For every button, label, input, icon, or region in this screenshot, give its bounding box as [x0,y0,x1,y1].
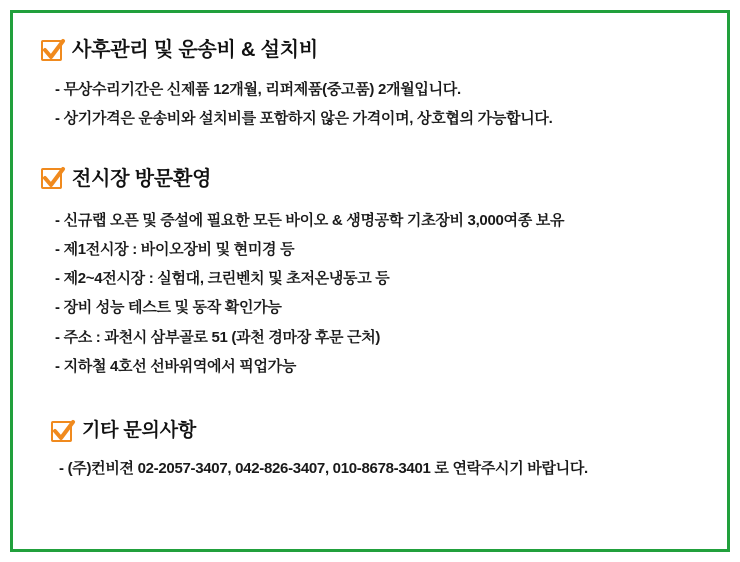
bullet-list-aftercare [41,75,699,134]
list-item: - 제1전시장 : 바이오장비 및 현미경 등 [55,240,295,258]
list-item: - 제2~4전시장 : 실험대, 크린벤치 및 초저온냉동고 등 [55,270,390,287]
checkbox-checked-icon [41,40,62,61]
section-aftercare [41,39,699,134]
content-frame [10,10,730,552]
section-header-aftercare [41,39,699,61]
list-item: - 신규랩 오픈 및 증설에 필요한 모든 바이오 & 생명공학 기초장비 3,000여종 보유 [55,211,565,229]
list-item: - (주)컨비젼 02-2057-3407, 042-826-3407, 010-8678-3401 로 연락주시기 바랍니다. [59,460,588,477]
list-item: - 지하철 4호선 선바위역에서 픽업가능 [55,357,297,375]
section-showroom [41,168,699,382]
section-title: 사후관리 및 운송비 & 설치비 [72,39,318,61]
bullet-list-etc [41,454,699,483]
bullet-list-showroom [41,206,699,382]
section-etc [41,421,699,483]
checkbox-checked-icon [51,421,72,442]
list-item: - 상기가격은 운송비와 설치비를 포함하지 않은 가격이며, 상호협의 가능합니다. [55,110,553,128]
checkbox-checked-icon [41,168,62,189]
section-header-etc [41,421,699,442]
section-title: 전시장 방문환영 [72,167,212,190]
section-title: 기타 문의사항 [82,420,197,442]
list-item: - 장비 성능 테스트 및 동작 확인가능 [55,299,282,317]
list-item: - 주소 : 과천시 삼부골로 51 (과천 경마장 후문 근처) [55,328,381,346]
list-item: - 무상수리기간은 신제품 12개월, 리퍼제품(중고품) 2개월입니다. [55,81,461,98]
section-header-showroom [41,168,699,190]
